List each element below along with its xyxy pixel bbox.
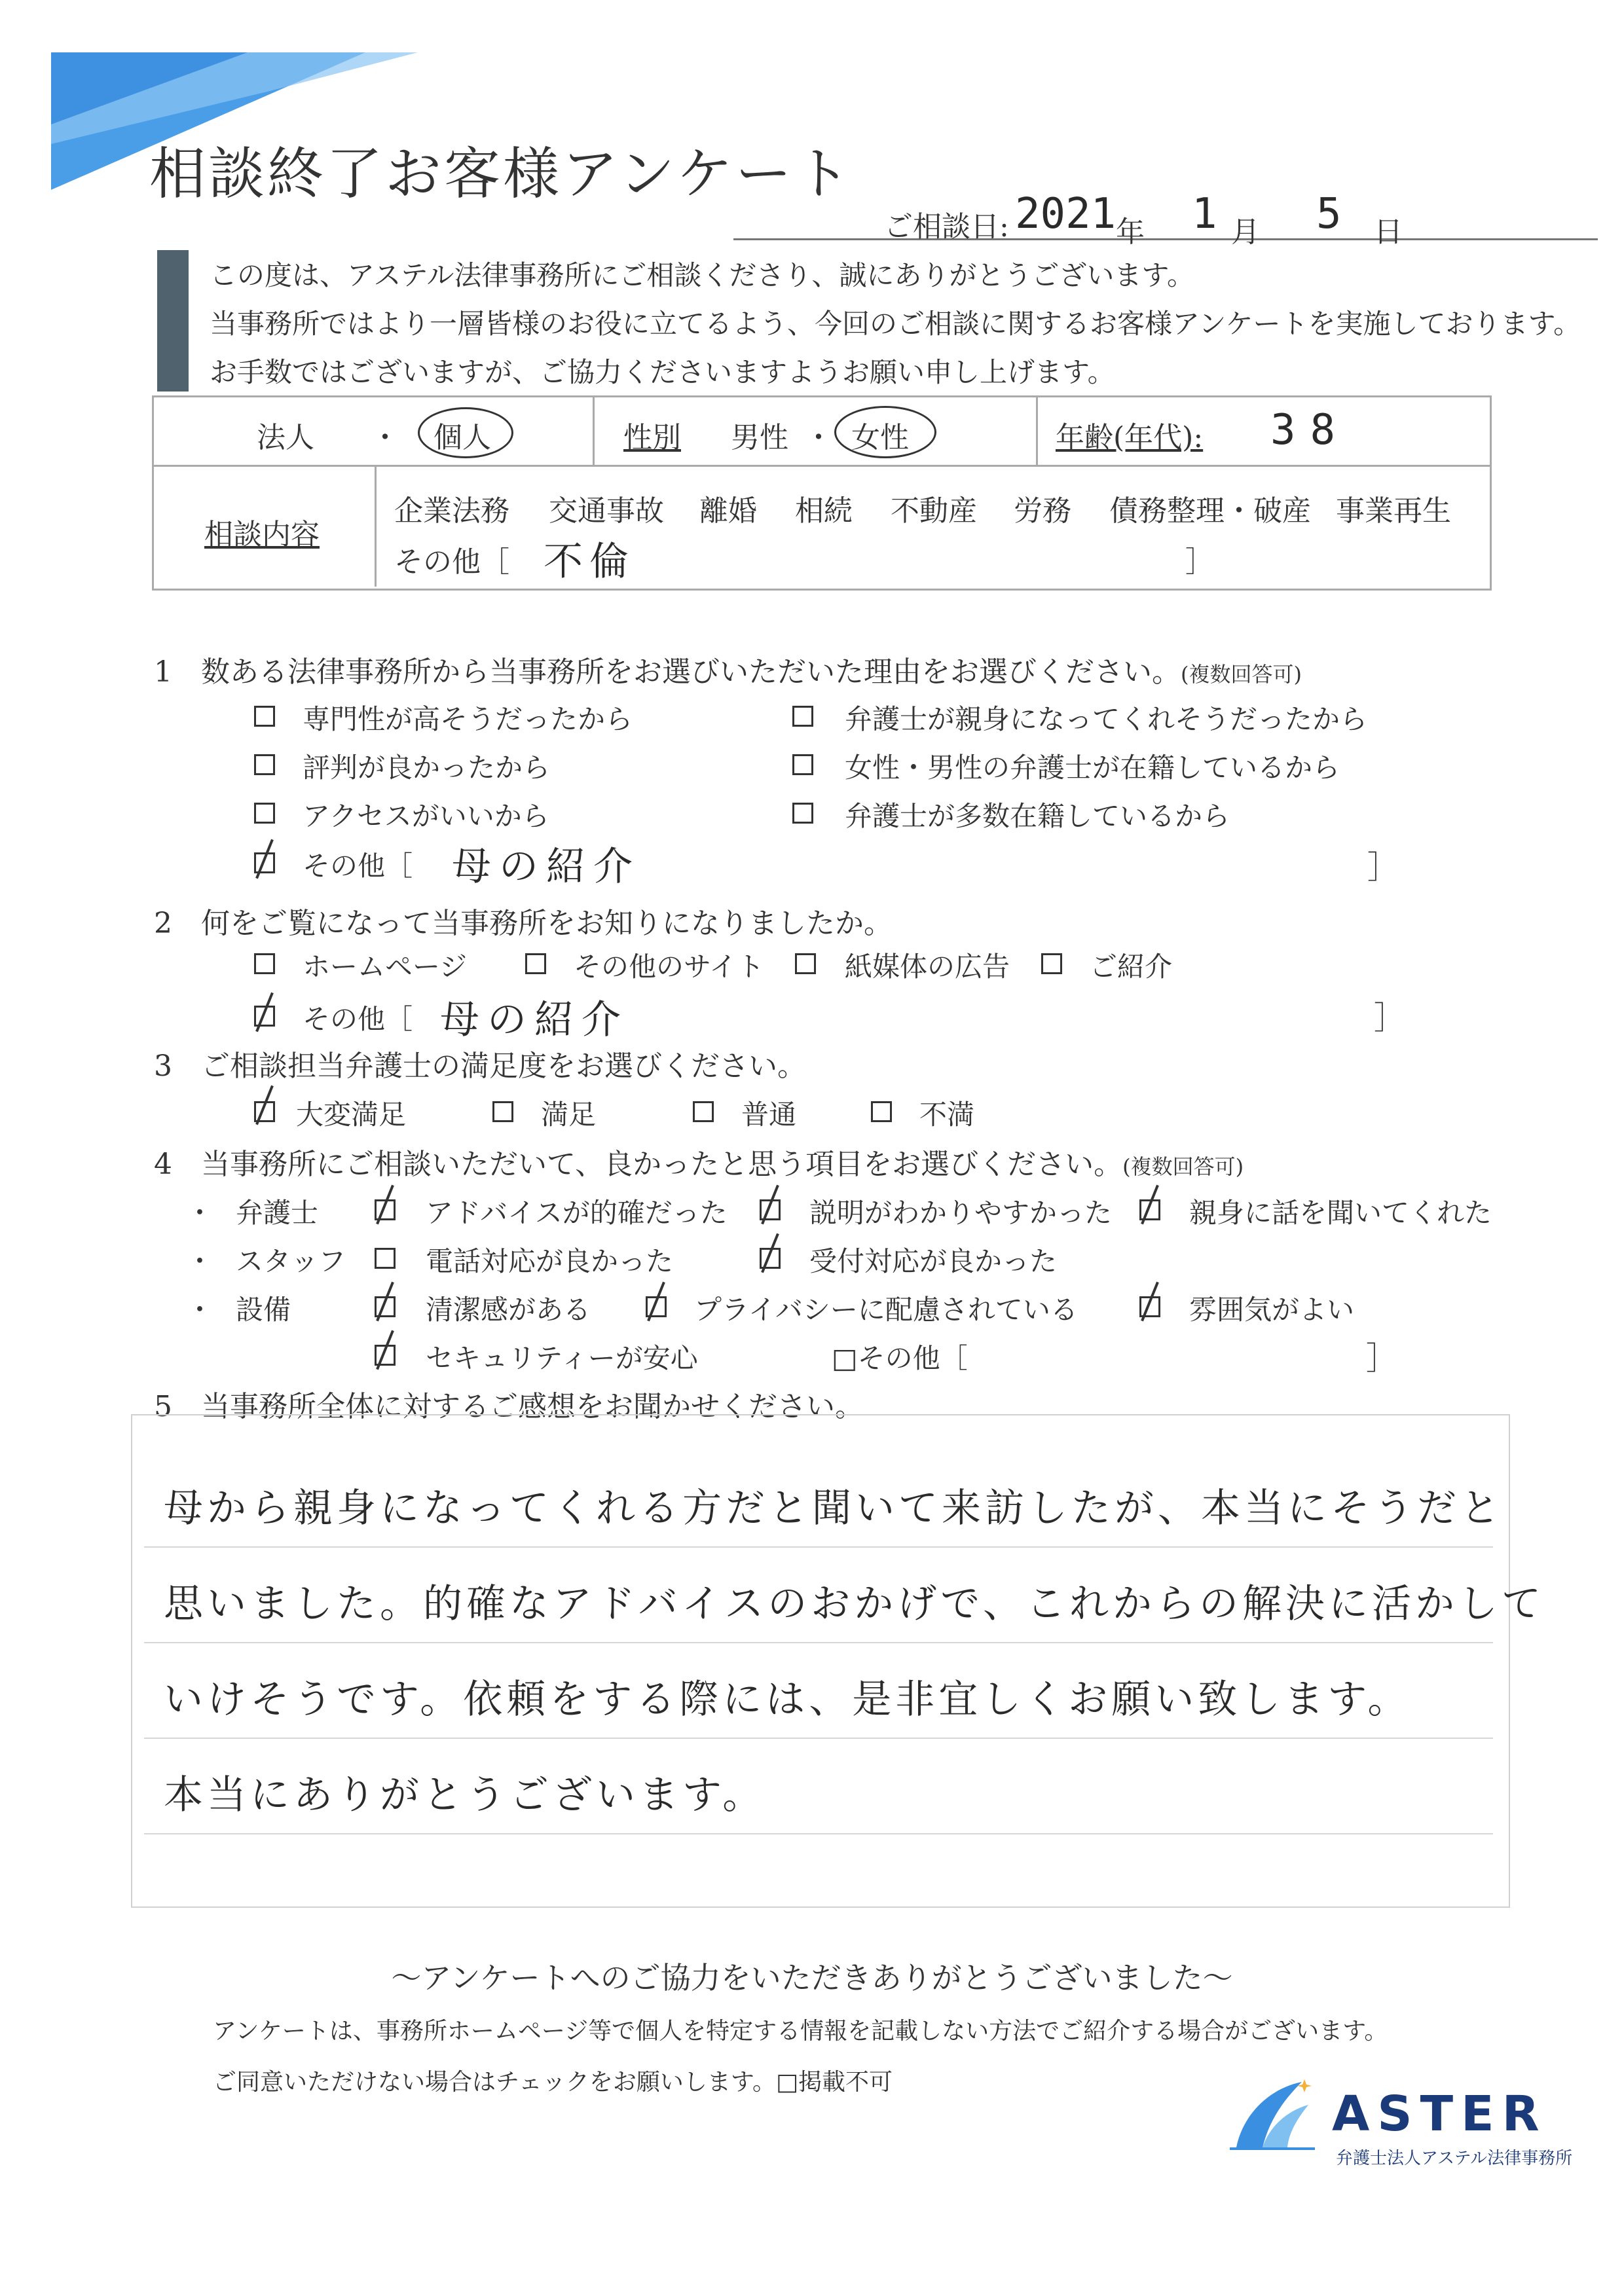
q1-option-5: アクセスがいいから <box>303 800 549 832</box>
date-day-value: 5 <box>1316 190 1342 238</box>
category-other-close: ］ <box>1185 545 1214 579</box>
q3-checkbox-2[interactable] <box>492 1101 513 1122</box>
q4-lawyer-option-1: アドバイスが的確だった <box>426 1197 728 1229</box>
comment-line-3: いけそうです。依頼をする際には、是非宜しくお願い致します。 <box>164 1677 1411 1722</box>
intro-line-1: この度は、アステル法律事務所にご相談くださり、誠にありがとうございます。 <box>210 259 1195 291</box>
comment-rule <box>144 1546 1493 1548</box>
q4-other-close: ］ <box>1366 1340 1398 1377</box>
q3-option-1: 大変満足 <box>296 1099 407 1131</box>
q1-option-1: 専門性が高そうだったから <box>303 703 633 735</box>
q1-other-close: ］ <box>1367 849 1399 886</box>
q2-option-2: その他のサイト <box>574 951 765 983</box>
q1-checkbox-4[interactable] <box>792 754 813 775</box>
q4-staff-option-1: 電話対応が良かった <box>426 1245 674 1277</box>
q3-option-4: 不満 <box>919 1099 975 1131</box>
male-option: 男性 <box>731 421 788 454</box>
q4-staff-checkbox-1[interactable] <box>375 1248 396 1269</box>
q2-option-1: ホームページ <box>303 951 468 983</box>
profile-col-divider-1 <box>593 395 595 465</box>
category-divorce: 離婚 <box>699 494 757 528</box>
q4-facility-option-2: プライバシーに配慮されている <box>694 1294 1078 1326</box>
q4-other-label: □その他［ <box>832 1342 968 1374</box>
q1-option-3: 評判が良かったから <box>303 752 551 784</box>
category-other-value: 不倫 <box>544 539 635 585</box>
consult-label: 相談内容 <box>204 518 320 551</box>
page-title: 相談終了お客様アンケート <box>149 141 853 207</box>
q4-staff-option-2: 受付対応が良かった <box>809 1245 1058 1277</box>
q2-other-label: その他［ <box>303 1003 413 1035</box>
q2-title: 2 何をご覧になって当事務所をお知りになりましたか。 <box>154 907 893 940</box>
category-traffic: 交通事故 <box>549 494 664 528</box>
aster-logo-icon <box>1223 2075 1321 2154</box>
q1-option-4: 女性・男性の弁護士が在籍しているから <box>845 752 1340 784</box>
comment-rule <box>144 1738 1493 1739</box>
age-label: 年齢(年代): <box>1056 421 1204 454</box>
q1-option-6: 弁護士が多数在籍しているから <box>845 800 1230 832</box>
q4-row-lawyer-label: 弁護士 <box>236 1197 319 1229</box>
q2-checkbox-4[interactable] <box>1041 953 1062 974</box>
firm-name: 弁護士法人アステル法律事務所 <box>1336 2149 1573 2168</box>
date-day-unit: 日 <box>1374 215 1403 249</box>
category-real-estate: 不動産 <box>891 494 977 528</box>
category-other-label: その他［ <box>394 545 509 579</box>
q3-checkbox-3[interactable] <box>693 1101 714 1122</box>
comment-line-1: 母から親身になってくれる方だと聞いて来訪したが、本当にそうだと <box>164 1485 1504 1531</box>
aster-logo-text: ASTER <box>1332 2086 1547 2142</box>
q1-other-value: 母の紹介 <box>452 844 640 890</box>
comment-line-4: 本当にありがとうございます。 <box>164 1772 766 1818</box>
q3-option-3: 普通 <box>741 1099 797 1131</box>
category-inheritance: 相続 <box>795 494 853 528</box>
category-debt: 債務整理・破産 <box>1109 494 1311 528</box>
q3-option-2: 満足 <box>541 1099 597 1131</box>
q2-checkbox-2[interactable] <box>525 953 546 974</box>
profile-col-divider-3 <box>375 465 377 587</box>
separator-dot: ・ <box>804 421 833 454</box>
intro-line-3: お手数ではございますが、ご協力くださいますようお願い申し上げます。 <box>210 356 1115 388</box>
category-corporate: 企業法務 <box>394 494 509 528</box>
q2-other-value: 母の紹介 <box>440 997 629 1043</box>
bullet: ・ <box>186 1197 214 1229</box>
q3-checkbox-4[interactable] <box>871 1101 892 1122</box>
date-month-unit: 月 <box>1231 215 1260 249</box>
comment-rule <box>144 1833 1493 1834</box>
publication-note: アンケートは、事務所ホームページ等で個人を特定する情報を記載しない方法でご紹介する場合がございます。 <box>213 2018 1388 2045</box>
date-year-value: 2021 <box>1015 190 1116 238</box>
date-label: ご相談日: <box>884 210 1009 244</box>
q1-checkbox-1[interactable] <box>254 706 275 727</box>
q4-row-staff-label: スタッフ <box>236 1245 346 1277</box>
profile-row-divider <box>152 465 1490 467</box>
date-underline <box>733 196 1598 240</box>
q1-checkbox-5[interactable] <box>254 803 275 824</box>
q1-checkbox-2[interactable] <box>792 706 813 727</box>
date-month-value: 1 <box>1192 190 1217 238</box>
category-labor: 労務 <box>1014 494 1071 528</box>
comment-line-2: 思いました。的確なアドバイスのおかげで、これからの解決に活かして <box>164 1581 1545 1627</box>
q4-title: 4 当事務所にご相談いただいて、良かったと思う項目をお選びください。(複数回答可) <box>154 1148 1244 1181</box>
individual-option: 個人 <box>434 421 491 454</box>
q2-option-4: ご紹介 <box>1090 951 1173 983</box>
date-year-unit: 年 <box>1116 215 1145 249</box>
gender-label: 性別 <box>623 421 681 454</box>
q1-checkbox-6[interactable] <box>792 803 813 824</box>
q1-title: 1 数ある法律事務所から当事務所をお選びいただいた理由をお選びください。(複数回答可) <box>154 655 1302 689</box>
opt-out-note: ご同意いただけない場合はチェックをお願いします。□掲載不可 <box>213 2069 893 2096</box>
age-value: 38 <box>1270 406 1350 454</box>
category-business-rehab: 事業再生 <box>1336 494 1451 528</box>
q5-title: 5 当事務所全体に対するご感想をお聞かせください。 <box>154 1390 864 1423</box>
female-option: 女性 <box>851 421 909 454</box>
q1-option-2: 弁護士が親身になってくれそうだったから <box>845 703 1368 735</box>
bullet: ・ <box>186 1245 214 1277</box>
profile-col-divider-2 <box>1036 395 1038 465</box>
q4-lawyer-option-2: 説明がわかりやすかった <box>809 1197 1113 1229</box>
q1-other-label: その他［ <box>303 850 413 882</box>
corp-option: 法人 <box>257 421 314 454</box>
q4-facility-option-1: 清潔感がある <box>426 1294 591 1326</box>
q1-checkbox-3[interactable] <box>254 754 275 775</box>
separator-dot: ・ <box>371 421 399 454</box>
q4-facility-option-3: 雰囲気がよい <box>1189 1294 1355 1326</box>
bullet: ・ <box>186 1294 214 1326</box>
q4-lawyer-option-3: 親身に話を聞いてくれた <box>1189 1197 1492 1229</box>
q2-other-close: ］ <box>1374 1000 1406 1036</box>
intro-line-2: 当事務所ではより一層皆様のお役に立てるよう、今回のご相談に関するお客様アンケートを実施しております。 <box>210 308 1581 340</box>
thanks-message: ～アンケートへのご協力をいただきありがとうございました～ <box>391 1960 1233 1995</box>
q2-checkbox-1[interactable] <box>254 953 275 974</box>
q2-option-3: 紙媒体の広告 <box>845 951 1010 983</box>
q2-checkbox-3[interactable] <box>795 953 816 974</box>
comment-rule <box>144 1642 1493 1643</box>
q4-security-option: セキュリティーが安心 <box>426 1342 698 1374</box>
q4-row-facility-label: 設備 <box>236 1294 291 1326</box>
intro-accent-bar <box>157 250 189 392</box>
q3-title: 3 ご相談担当弁護士の満足度をお選びください。 <box>154 1049 806 1083</box>
